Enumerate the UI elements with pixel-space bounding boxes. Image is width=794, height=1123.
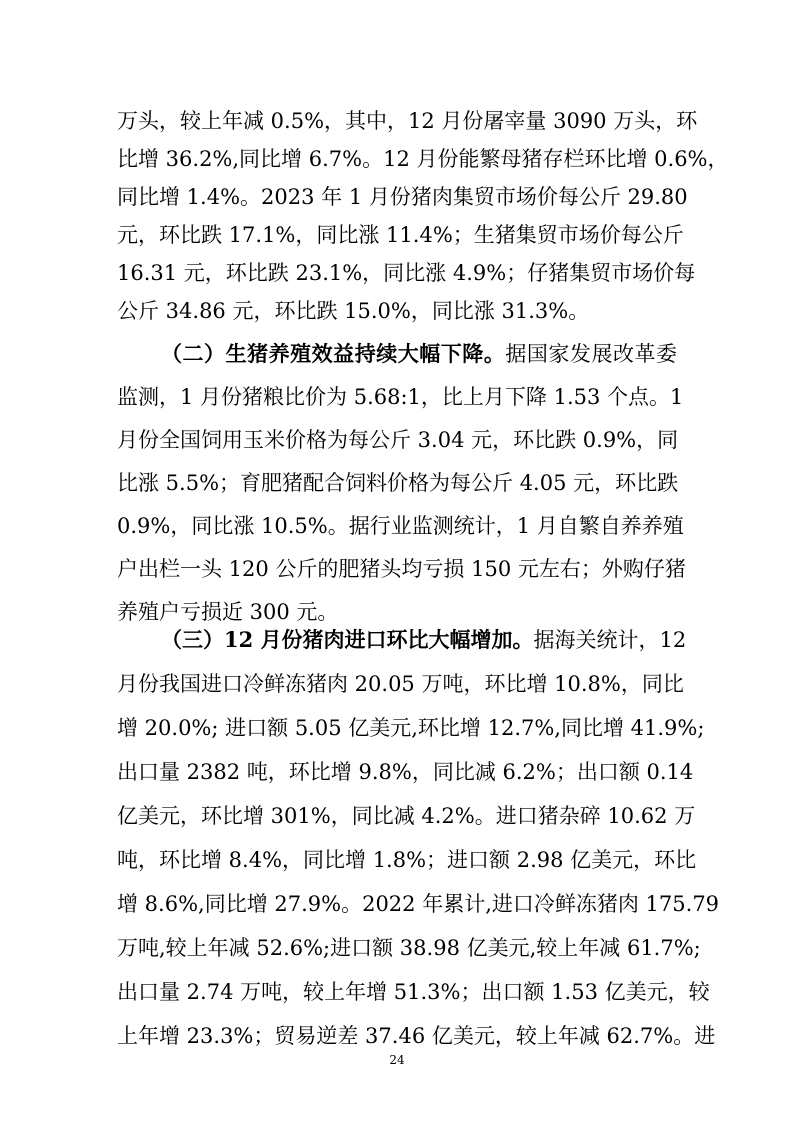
body-line: 公斤 34.86 元，环比跌 15.0%，同比涨 31.3%。: [117, 299, 590, 323]
section-2-first-line: [161, 334, 677, 374]
body-line: 月份我国进口冷鲜冻猪肉 20.05 万吨，环比增 10.8%，同比: [117, 672, 684, 696]
body-line: 万头，较上年减 0.5%，其中，12 月份屠宰量 3090 万头，环: [117, 109, 698, 133]
body-line: 监测，1 月份猪粮比价为 5.68:1，比上月下降 1.53 个点。1: [117, 385, 684, 409]
body-line: 上年增 23.3%；贸易逆差 37.46 亿美元，较上年减 62.7%。进: [117, 1024, 716, 1048]
body-line: 同比增 1.4%。2023 年 1 月份猪肉集贸市场价每公斤 29.80: [117, 185, 688, 209]
section-3-lead-text: 据海关统计，12: [533, 628, 687, 652]
body-line: 万吨,较上年减 52.6%;进口额 38.98 亿美元,较上年减 61.7%;: [117, 936, 701, 960]
body-line: 0.9%，同比涨 10.5%。据行业监测统计，1 月自繁自养养殖: [117, 514, 684, 538]
body-line: 增 8.6%,同比增 27.9%。2022 年累计,进口冷鲜冻猪肉 175.79: [117, 892, 720, 916]
body-line: 比涨 5.5%；育肥猪配合饲料价格为每公斤 4.05 元，环比跌: [117, 471, 679, 495]
section-3-heading: （三）12 月份猪肉进口环比大幅增加。: [161, 627, 534, 652]
body-line: 元，环比跌 17.1%，同比涨 11.4%；生猪集贸市场价每公斤: [117, 223, 684, 247]
body-line: 吨，环比增 8.4%，同比增 1.8%；进口额 2.98 亿美元，环比: [117, 848, 697, 872]
page-number: 24: [389, 1053, 405, 1067]
body-line: 户出栏一头 120 公斤的肥猪头均亏损 150 元左右；外购仔猪: [117, 557, 686, 581]
section-2-lead-text: 据国家发展改革委: [505, 342, 678, 366]
body-line: 16.31 元，环比跌 23.1%，同比涨 4.9%；仔猪集贸市场价每: [117, 261, 696, 285]
body-line: 亿美元，环比增 301%，同比减 4.2%。进口猪杂碎 10.62 万: [117, 804, 696, 828]
body-line: 出口量 2.74 万吨，较上年增 51.3%；出口额 1.53 亿美元，较: [117, 980, 710, 1004]
body-line: 增 20.0%; 进口额 5.05 亿美元,环比增 12.7%,同比增 41.9%;: [117, 716, 705, 740]
body-line: 出口量 2382 吨，环比增 9.8%，同比减 6.2%；出口额 0.14: [117, 760, 694, 784]
section-2-heading: （二）生猪养殖效益持续大幅下降。: [161, 341, 506, 366]
body-line: 月份全国饲用玉米价格为每公斤 3.04 元，环比跌 0.9%，同: [117, 428, 679, 452]
body-line: 养殖户亏损近 300 元。: [117, 600, 339, 624]
section-3-first-line: [161, 620, 687, 660]
body-line: 比增 36.2%,同比增 6.7%。12 月份能繁母猪存栏环比增 0.6%，: [117, 147, 729, 171]
